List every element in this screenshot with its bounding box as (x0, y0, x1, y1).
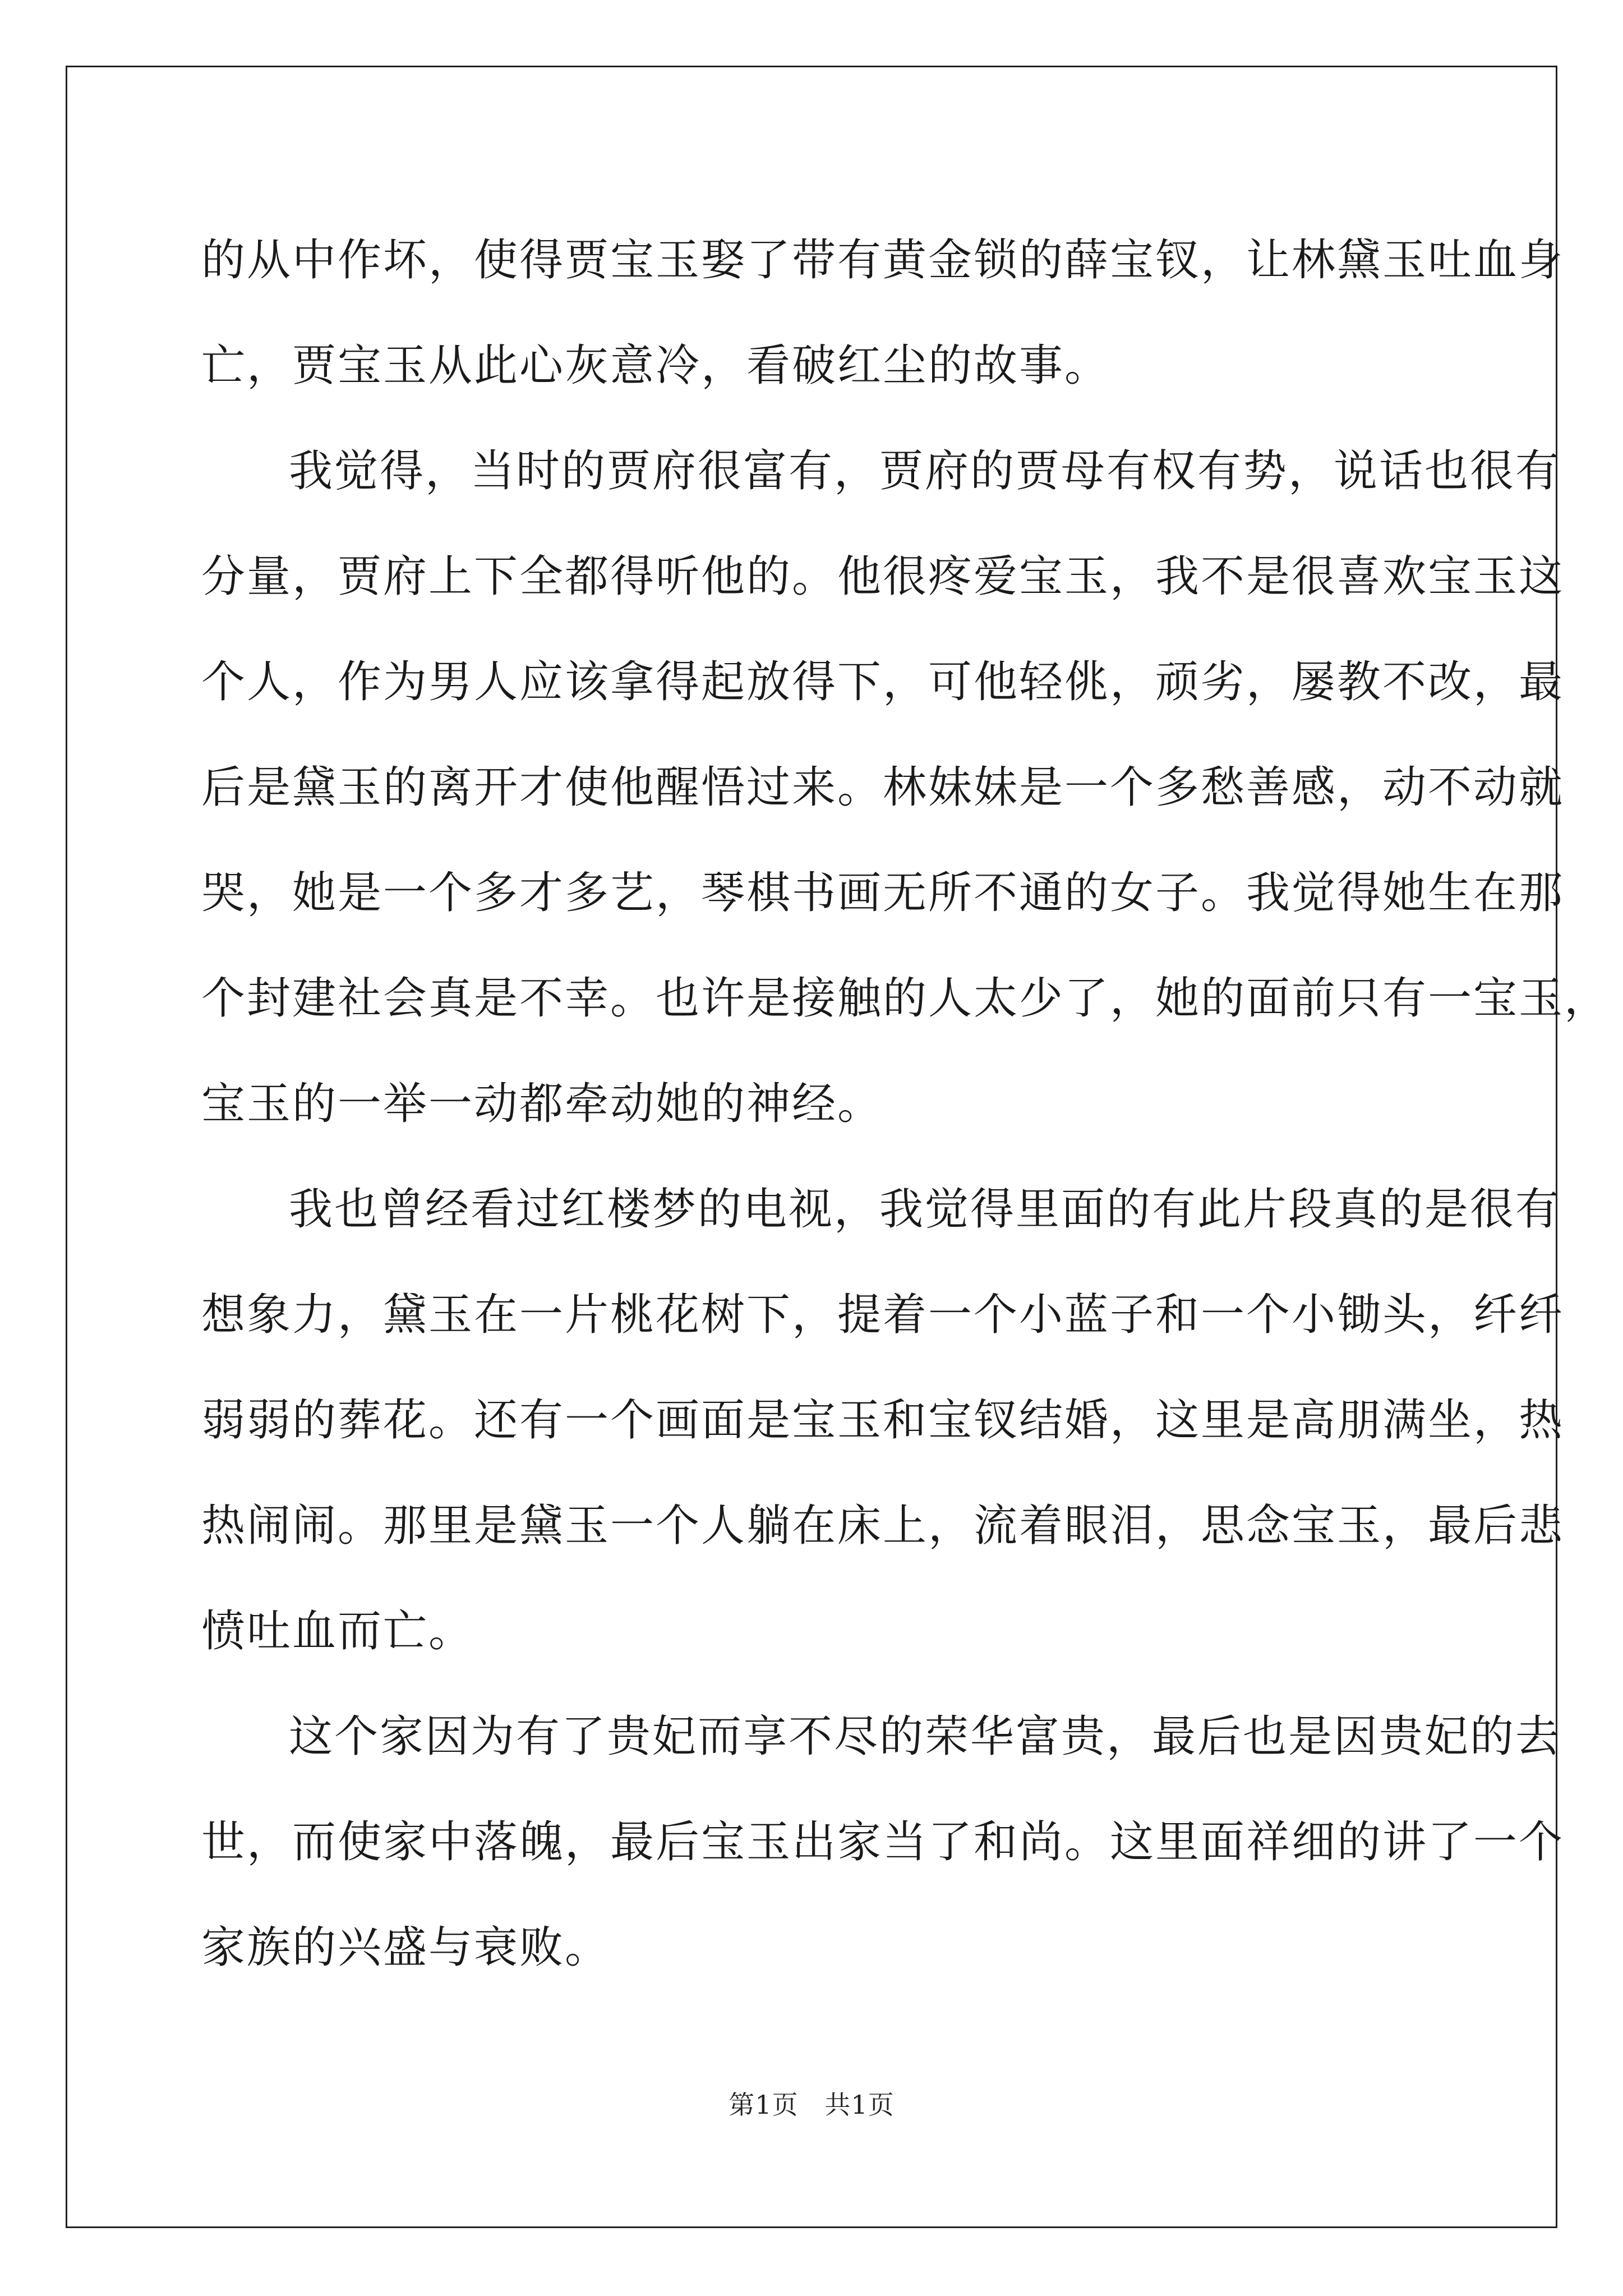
text-line: 家族的兴盛与衰败。 (201, 1922, 611, 1973)
text-line: 分量，贾府上下全都得听他的。他很疼爱宝玉，我不是很喜欢宝玉这 (201, 551, 1565, 602)
text-line: 想象力，黛玉在一片桃花树下，提着一个小蓝子和一个小锄头，纤纤 (201, 1290, 1565, 1340)
text-line: 我也曾经看过红楼梦的电视，我觉得里面的有此片段真的是很有 (289, 1184, 1561, 1235)
text-line: 亡，贾宝玉从此心灰意冷，看破红尘的故事。 (201, 341, 1110, 391)
text-line: 宝玉的一举一动都牵动她的神经。 (201, 1079, 883, 1129)
text-line: 热闹闹。那里是黛玉一个人躺在床上，流着眼泪，思念宝玉，最后悲 (201, 1501, 1565, 1551)
body-text (201, 208, 1610, 2000)
text-line: 世，而使家中落魄，最后宝玉出家当了和尚。这里面祥细的讲了一个 (201, 1817, 1565, 1867)
text-line: 哭，她是一个多才多艺，琴棋书画无所不通的女子。我觉得她生在那 (201, 868, 1565, 918)
text-line: 弱弱的葬花。还有一个画面是宝玉和宝钗结婚，这里是高朋满坐，热 (201, 1395, 1565, 1446)
text-line: 我觉得，当时的贾府很富有，贾府的贾母有权有势，说话也很有 (289, 446, 1561, 496)
text-line: 的从中作坏，使得贾宝玉娶了带有黄金锁的薛宝钗，让林黛玉吐血身 (201, 235, 1565, 286)
text-line: 愤吐血而亡。 (201, 1606, 474, 1657)
text-line: 后是黛玉的离开才使他醒悟过来。林妹妹是一个多愁善感，动不动就 (201, 762, 1565, 813)
text-line: 个封建社会真是不幸。也许是接触的人太少了，她的面前只有一宝玉， (201, 973, 1610, 1024)
page-number-footer: 第1页 共1页 (728, 2090, 895, 2120)
text-line: 个人，作为男人应该拿得起放得下，可他轻佻，顽劣，屡教不改，最 (201, 657, 1565, 707)
text-line: 这个家因为有了贵妃而享不尽的荣华富贵，最后也是因贵妃的去 (289, 1711, 1561, 1762)
